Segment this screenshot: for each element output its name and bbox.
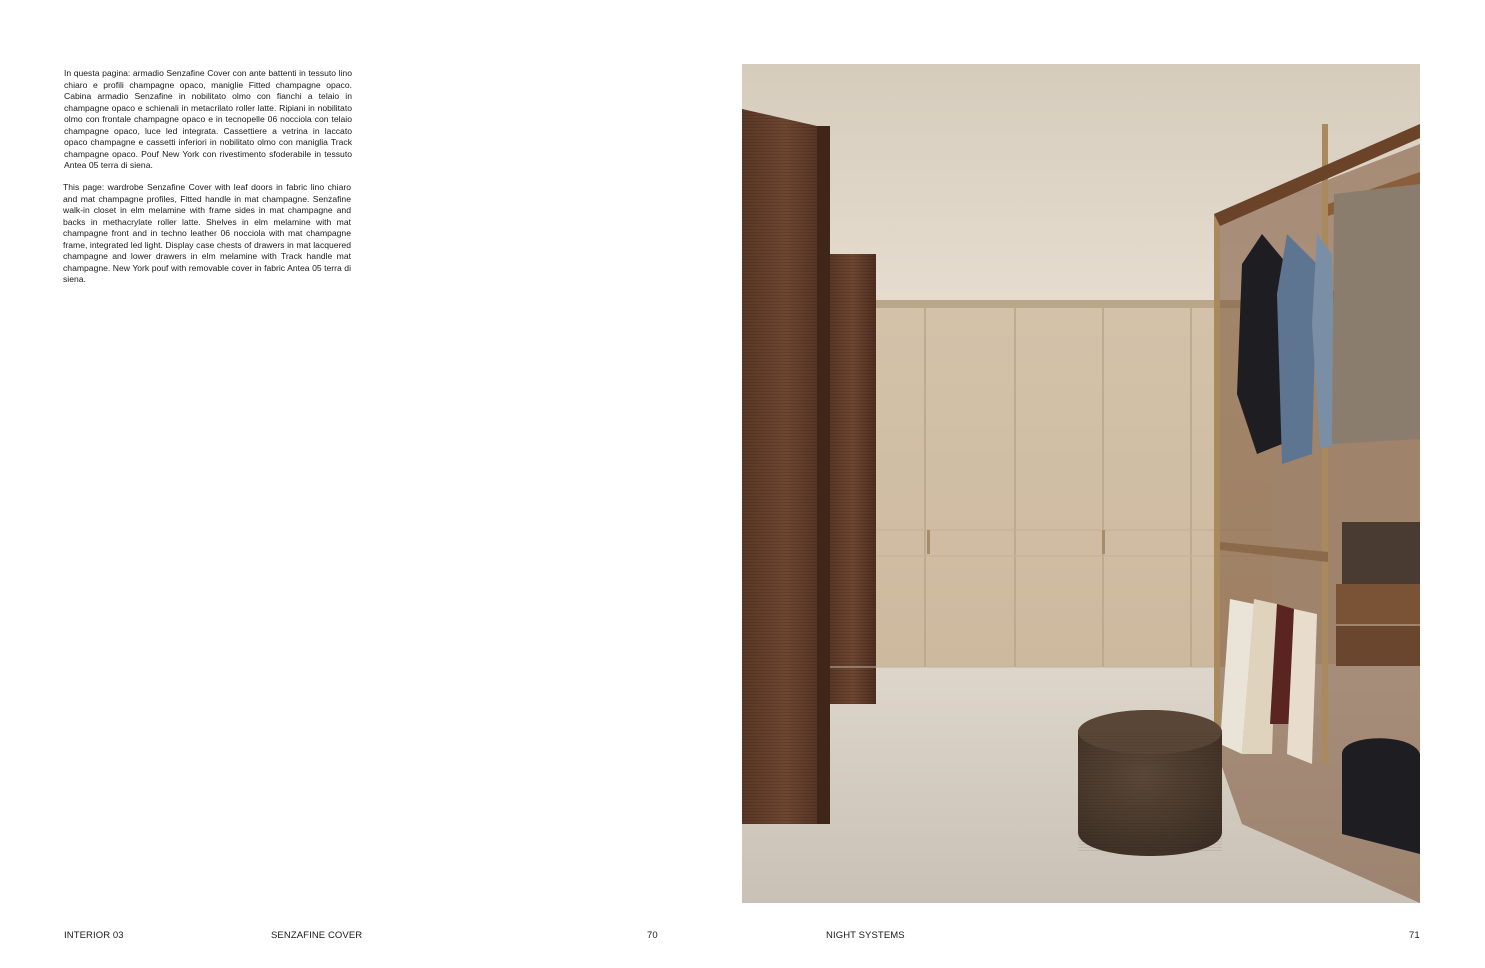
footer-section: INTERIOR 03 <box>64 930 124 941</box>
caption-english: This page: wardrobe Senzafine Cover with leaf doors in fabric lino chiaro and mat champagne profiles, Fitted handle in mat champagne. Senzafine walk-in closet in elm melamine with frame sides in mat champagne and backs in methacrylate roller latte. Shelves in elm melamine with mat champagne front and in techno leather 06 nocciola with mat champagne frame, integrated led light. Display case chests of drawers in mat lacquered champagne and lower drawers in elm melamine with Track handle mat champagne. New York pouf with removable cover in fabric Antea 05 terra di siena. <box>63 182 351 284</box>
caption-italian: In questa pagina: armadio Senzafine Cover con ante battenti in tessuto lino chiaro e profili champagne opaco, maniglie Fitted champagne opaco. Cabina armadio Senzafine in nobilitato olmo con fianchi a telaio in champagne opaco e schienali in metacrilato roller latte. Ripiani in nobilitato olmo con frontale champagne opaco e in tecnopelle 06 nocciola con telaio champagne opaco, luce led integrata. Cassettiere a vetrina in laccato opaco champagne e cassetti inferiori in nobilitato olmo con maniglia Track champagne opaco. Pouf New York con rivestimento sfoderabile in tessuto Antea 05 terra di siena. <box>64 68 352 170</box>
photo-illustration <box>742 64 1420 903</box>
page-number-left: 70 <box>647 930 658 941</box>
page-number-right: 71 <box>1409 930 1420 941</box>
walk-in-closet-photo <box>742 64 1420 903</box>
footer-product: SENZAFINE COVER <box>271 930 363 941</box>
footer-category: NIGHT SYSTEMS <box>826 930 905 941</box>
